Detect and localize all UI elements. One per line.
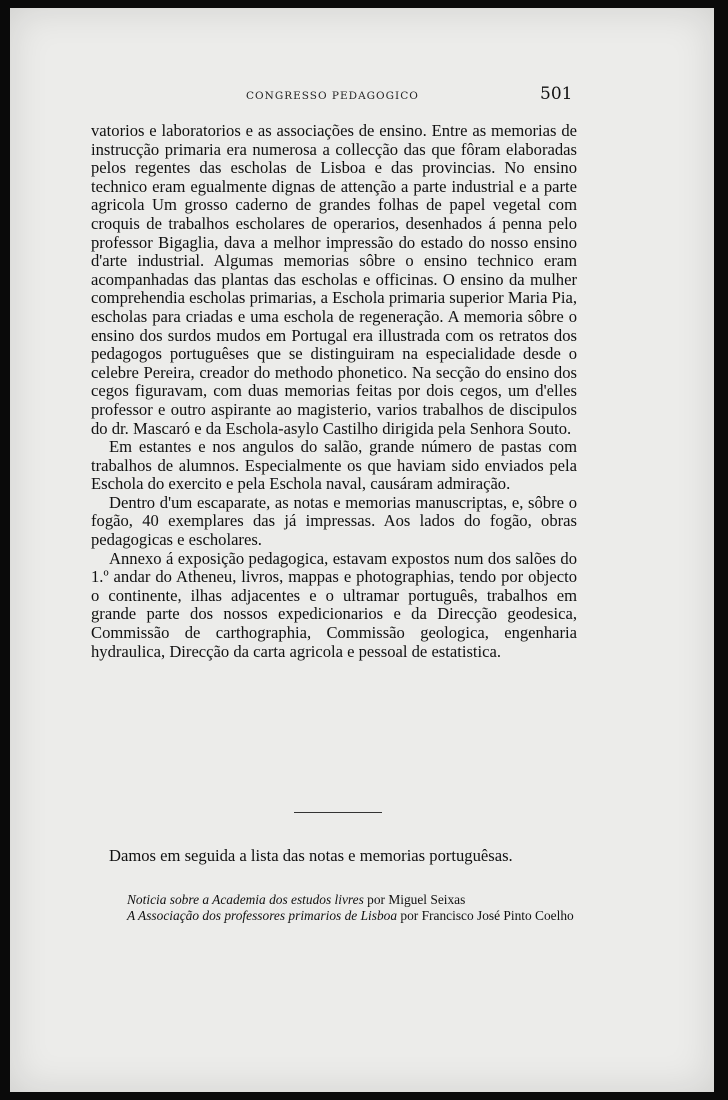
- book-page: [10, 8, 714, 1092]
- list-item: [91, 892, 577, 908]
- paragraph-3: Dentro d'um escaparate, as notas e memorias manuscriptas, e, sôbre o fogão, 40 exemplares das já impressas. Aos lados do fogão, obras pedagogicas e escholares.: [91, 492, 577, 550]
- list-item-title: A Associação dos professores primarios de Lisboa: [127, 908, 398, 923]
- paragraph-4: Annexo á exposição pedagogica, estavam expostos num dos salões do 1.º andar do Atheneu, livros, mappas e photographias, tendo por objecto o continente, ilhas adjacentes e o ultramar português, trabalhos em grande parte dos nossos expedicionarios e da Direcção geodesica, Commissão de carthographia, Commissão geologica, engenharia hydraulica, Direcção da carta agricola e pessoal de estatistica.: [91, 548, 577, 661]
- list-intro: [91, 846, 577, 865]
- body-text: [91, 122, 577, 661]
- list-item: [91, 908, 577, 924]
- list-intro-text: Damos em seguida a lista das notas e memorias portuguêsas.: [109, 846, 513, 865]
- page-header: [10, 84, 714, 114]
- paragraph-2: Em estantes e nos angulos do salão, grande número de pastas com trabalhos de alumnos. Especialmente os que haviam sido enviados pela Eschola do exercito e pela Eschola naval, causáram admiração.: [91, 437, 577, 494]
- memorias-list: [91, 892, 577, 924]
- paragraph-1: vatorios e laboratorios e as associações de ensino. Entre as memorias de instrucção primaria era numerosa a collecção das que fôram elaboradas pelos regentes das escholas de Lisboa e das provincias. No ensino technico eram egualmente dignas de attenção a parte industrial e a parte agricola Um grosso caderno de grandes folhas de papel vegetal com croquis de trabalhos escholares de operarios, desenhados á penna pelo professor Bigaglia, dava a melhor impressão do estado do nosso ensino d'arte industrial. Algumas memorias sôbre o ensino technico eram acompanhadas das plantas das escholas e officinas. O ensino da mulher comprehendia escholas primarias, a Eschola primaria superior Maria Pia, escholas para criadas e uma eschola de regeneração. A memoria sôbre o ensino dos surdos mudos em Portugal era illustrada com os retratos dos pedagogos portuguêses que se distinguiram na especialidade desde o celebre Pereira, creador do methodo phonetico. Na secção do ensino dos cegos figuravam, com duas memorias feitas por dois cegos, um d'elles professor e outro aspirante ao magisterio, varios trabalhos de discipulos do dr. Mascaró e da Eschola-asylo Castilho dirigida pela Senhora Souto.: [91, 121, 577, 438]
- list-item-author: por Francisco José Pinto Coelho: [397, 908, 574, 923]
- page-number: 501: [540, 84, 573, 104]
- list-item-title: Noticia sobre a Academia dos estudos livres: [127, 892, 364, 907]
- section-divider: [294, 812, 382, 813]
- list-item-author: por Miguel Seixas: [363, 892, 466, 907]
- running-title: CONGRESSO PEDAGOGICO: [246, 90, 419, 102]
